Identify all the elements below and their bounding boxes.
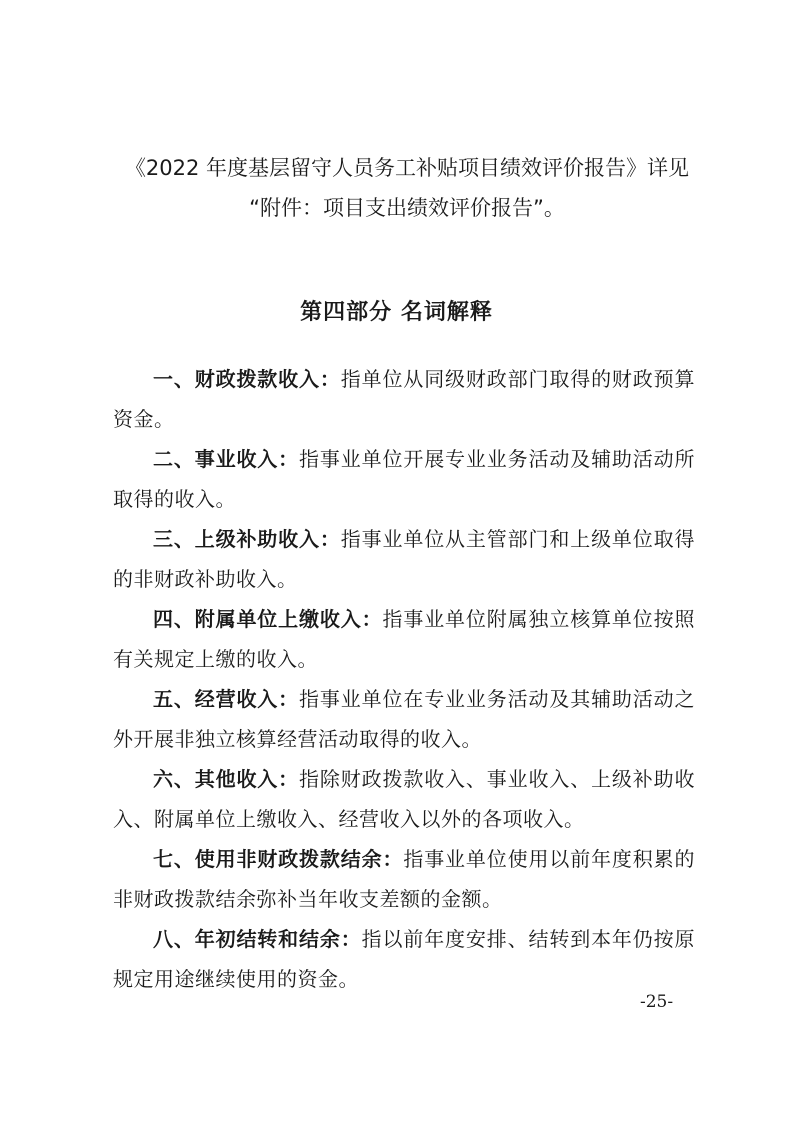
definition-term: 五、经营收入： bbox=[153, 687, 300, 711]
definition-item bbox=[113, 599, 695, 679]
definition-term: 二、事业收入： bbox=[153, 447, 300, 471]
definition-term: 七、使用非财政拨款结余： bbox=[153, 847, 404, 871]
definition-item bbox=[113, 679, 695, 759]
definition-item bbox=[113, 919, 695, 999]
report-reference-line-1: 《2022 年度基层留守人员务工补贴项目绩效评价报告》详见 bbox=[124, 156, 690, 180]
section-title: 第四部分 名词解释 bbox=[300, 299, 493, 325]
definition-text: 指事业单位使用以前年度积累的非财政拨款结余弥补当年收支差额的金额。 bbox=[113, 847, 696, 911]
definition-item bbox=[113, 759, 695, 839]
definition-text: 指以前年度安排、结转到本年仍按原规定用途继续使用的资金。 bbox=[113, 927, 696, 991]
definition-text: 指单位从同级财政部门取得的财政预算资金。 bbox=[113, 367, 696, 431]
definition-term: 三、上级补助收入： bbox=[153, 527, 341, 551]
definition-text: 指事业单位附属独立核算单位按照有关规定上缴的收入。 bbox=[113, 607, 696, 671]
page-number: -25- bbox=[640, 992, 674, 1012]
definition-item bbox=[113, 439, 695, 519]
definition-term: 四、附属单位上缴收入： bbox=[153, 607, 383, 631]
definition-text: 指事业单位从主管部门和上级单位取得的非财政补助收入。 bbox=[113, 527, 696, 591]
report-reference-line-2: “附件：项目支出绩效评价报告”。 bbox=[249, 196, 565, 220]
definition-text: 指除财政拨款收入、事业收入、上级补助收入、附属单位上缴收入、经营收入以外的各项收入。 bbox=[113, 767, 696, 831]
definitions-list bbox=[113, 359, 695, 999]
definition-term: 一、财政拨款收入： bbox=[153, 367, 341, 391]
definition-term: 八、年初结转和结余： bbox=[153, 927, 362, 951]
definition-item bbox=[113, 839, 695, 919]
definition-item bbox=[113, 519, 695, 599]
report-reference bbox=[118, 148, 696, 228]
definition-text: 指事业单位在专业业务活动及其辅助活动之外开展非独立核算经营活动取得的收入。 bbox=[113, 687, 696, 751]
definition-text: 指事业单位开展专业业务活动及辅助活动所取得的收入。 bbox=[113, 447, 696, 511]
definition-item bbox=[113, 359, 695, 439]
definition-term: 六、其他收入： bbox=[153, 767, 300, 791]
